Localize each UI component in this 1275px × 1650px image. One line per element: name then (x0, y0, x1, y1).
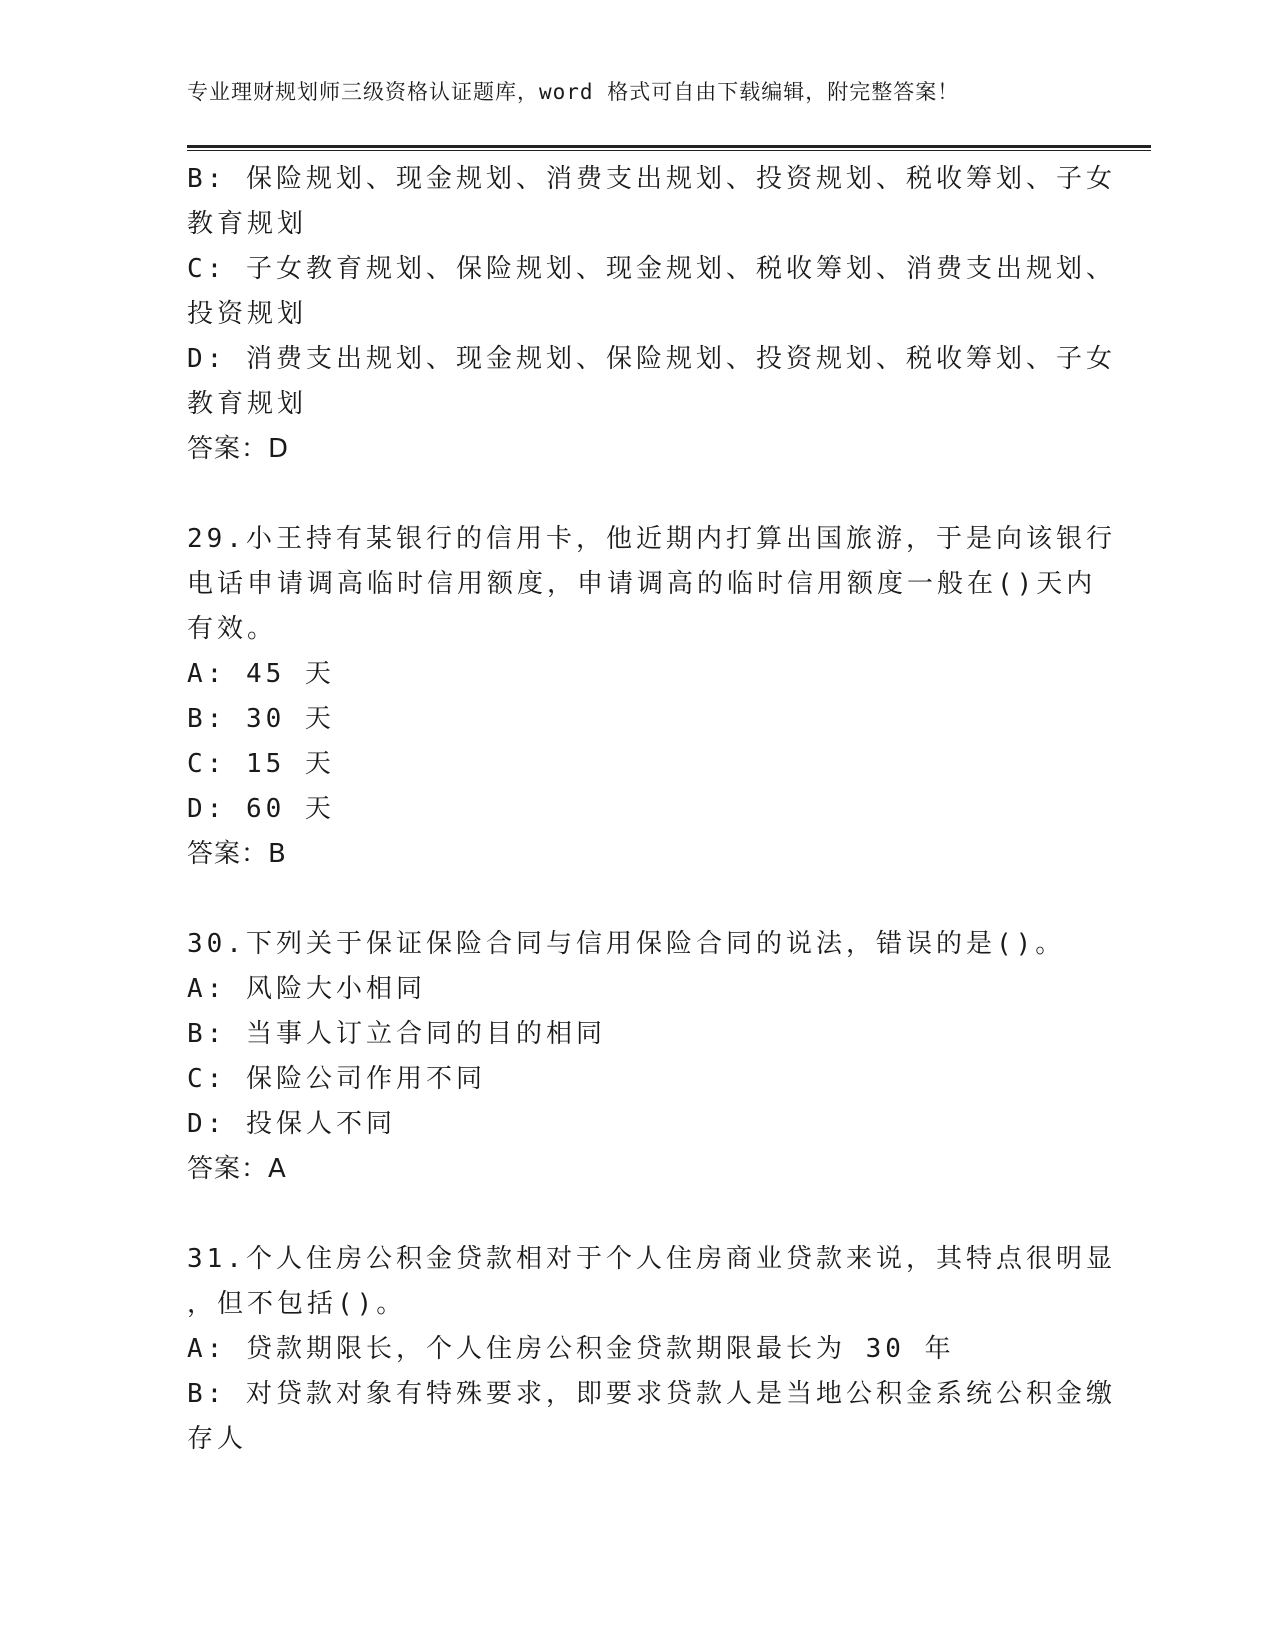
option-c-continued: 投资规划 (187, 299, 308, 329)
option-c: C: 15 天 (187, 749, 335, 779)
option-a: A: 风险大小相同 (187, 974, 426, 1004)
question-list (187, 157, 1116, 1462)
option-b: B: 对贷款对象有特殊要求，即要求贷款人是当地公积金系统公积金缴 (187, 1379, 1116, 1409)
spacer (187, 877, 1087, 922)
question-stem: 31.个人住房公积金贷款相对于个人住房商业贷款来说，其特点很明显 (187, 1244, 1116, 1274)
header-divider (187, 145, 1151, 151)
option-b: B: 保险规划、现金规划、消费支出规划、投资规划、税收筹划、子女 (187, 164, 1116, 194)
question-30 (187, 922, 1087, 1192)
question-stem-continued: 电话申请调高临时信用额度，申请调高的临时信用额度一般在()天内 (187, 569, 1097, 599)
question-stem-continued: ，但不包括()。 (187, 1289, 407, 1319)
answer: 答案：B (187, 839, 287, 869)
option-d: D: 60 天 (187, 794, 335, 824)
spacer (187, 472, 1087, 517)
option-a: A: 贷款期限长，个人住房公积金贷款期限最长为 30 年 (187, 1334, 955, 1364)
option-c: C: 子女教育规划、保险规划、现金规划、税收筹划、消费支出规划、 (187, 254, 1116, 284)
question-stem: 30.下列关于保证保险合同与信用保险合同的说法，错误的是()。 (187, 929, 1066, 959)
option-b-continued: 存人 (187, 1424, 248, 1454)
option-a: A: 45 天 (187, 659, 335, 689)
question-29 (187, 517, 1116, 877)
question-stem: 29.小王持有某银行的信用卡，他近期内打算出国旅游，于是向该银行 (187, 524, 1116, 554)
option-b: B: 当事人订立合同的目的相同 (187, 1019, 606, 1049)
spacer (187, 1192, 1087, 1237)
option-b: B: 30 天 (187, 704, 335, 734)
answer: 答案：D (187, 434, 290, 464)
option-d: D: 投保人不同 (187, 1109, 396, 1139)
option-c: C: 保险公司作用不同 (187, 1064, 486, 1094)
option-d-continued: 教育规划 (187, 389, 308, 419)
question-28 (187, 157, 1116, 472)
option-b-continued: 教育规划 (187, 209, 308, 239)
page-header: 专业理财规划师三级资格认证题库，word 格式可自由下载编辑，附完整答案！ (187, 80, 960, 104)
option-d: D: 消费支出规划、现金规划、保险规划、投资规划、税收筹划、子女 (187, 344, 1116, 374)
question-31 (187, 1237, 1116, 1462)
question-stem-continued: 有效。 (187, 614, 278, 644)
answer: 答案：A (187, 1154, 287, 1184)
